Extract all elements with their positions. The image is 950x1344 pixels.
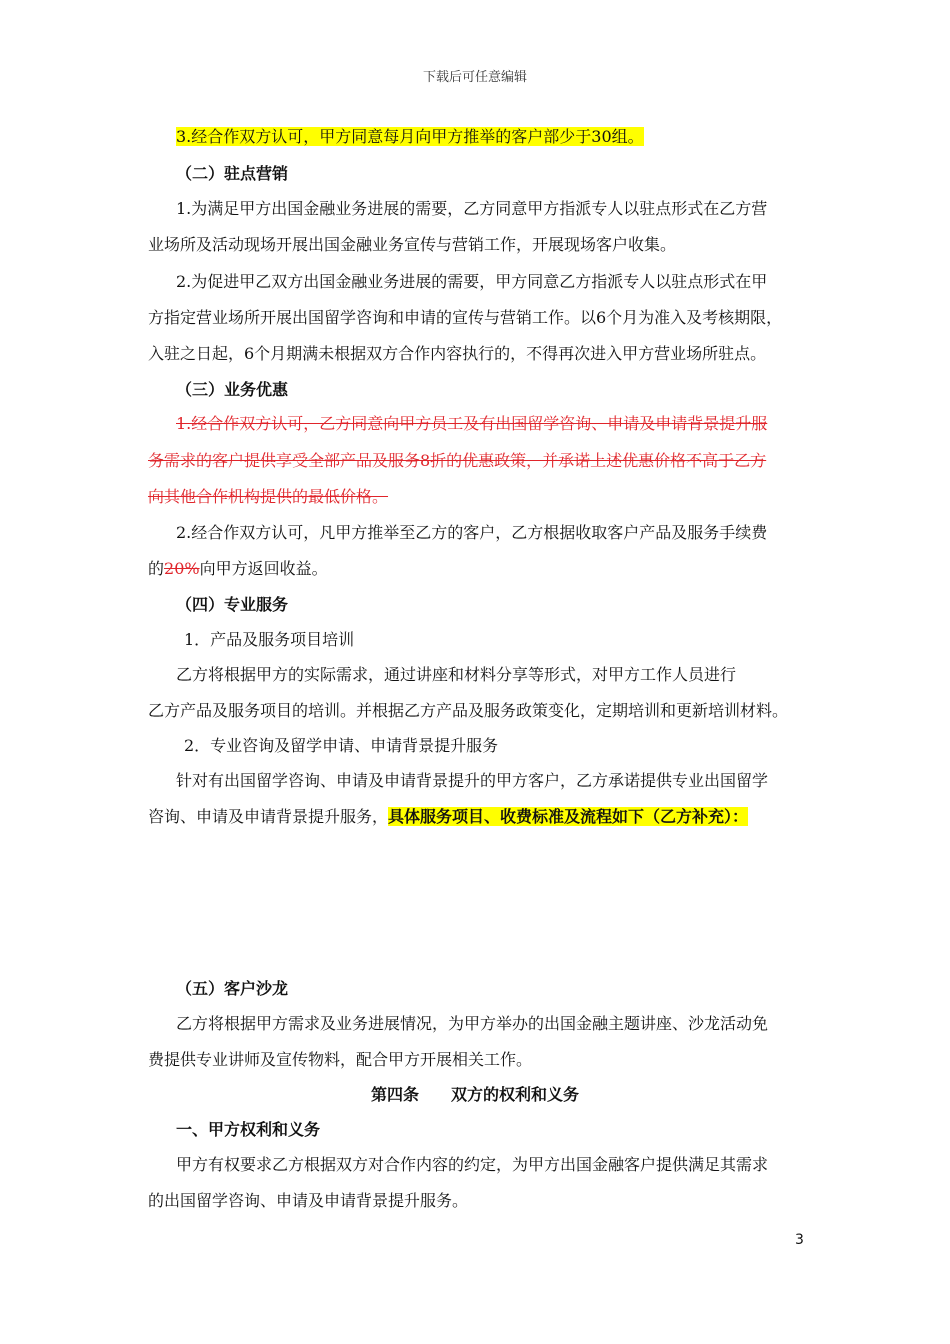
text-span: 的 — [148, 559, 165, 578]
article-title: 第四条 双方的权利和义务 — [370, 1085, 579, 1104]
paragraph-line — [148, 557, 328, 581]
deleted-percentage: 20% — [164, 559, 200, 578]
paragraph-line: 乙方将根据甲方需求及业务进展情况，为甲方举办的出国金融主题讲座、沙龙活动免 — [176, 1014, 769, 1033]
paragraph-line: 乙方将根据甲方的实际需求，通过讲座和材料分享等形式，对甲方工作人员进行 — [176, 665, 737, 684]
paragraph-line: 乙方产品及服务项目的培训。并根据乙方产品及服务政策变化，定期培训和更新培训材料。 — [148, 701, 789, 720]
paragraph-line: 方指定营业场所开展出国留学咨询和申请的宣传与营销工作。以6个月为准入及考核期限， — [148, 308, 783, 327]
paragraph-line: 入驻之日起，6个月期满未根据双方合作内容执行的，不得再次进入甲方营业场所驻点。 — [148, 344, 767, 363]
paragraph-line — [176, 125, 644, 149]
section-heading: （二）驻点营销 — [176, 164, 289, 183]
deleted-text-line: 务需求的客户提供享受全部产品及服务8折的优惠政策，并承诺上述优惠价格不高于乙方 — [148, 451, 767, 470]
text-span: 咨询、申请及申请背景提升服务， — [148, 807, 389, 826]
subsection-title: 1．产品及服务项目培训 — [184, 630, 355, 649]
text-span: 向甲方返回收益。 — [199, 559, 328, 578]
paragraph-line — [148, 805, 748, 829]
paragraph-line: 费提供专业讲师及宣传物料，配合甲方开展相关工作。 — [148, 1050, 533, 1069]
paragraph-line: 业场所及活动现场开展出国金融业务宣传与营销工作，开展现场客户收集。 — [148, 235, 677, 254]
page-number: 3 — [795, 1232, 804, 1248]
paragraph-line: 甲方有权要求乙方根据双方对合作内容的约定，为甲方出国金融客户提供满足其需求 — [176, 1155, 769, 1174]
subsection-title: 2．专业咨询及留学申请、申请背景提升服务 — [184, 736, 499, 755]
paragraph-line: 1.为满足甲方出国金融业务进展的需要，乙方同意甲方指派专人以驻点形式在乙方营 — [176, 199, 768, 218]
page-header: 下载后可任意编辑 — [422, 70, 527, 85]
deleted-text-line: 1.经合作双方认可，乙方同意向甲方员工及有出国留学咨询、申请及申请背景提升服 — [176, 414, 768, 433]
section-heading: （三）业务优惠 — [176, 380, 289, 399]
deleted-text-line: 向其他合作机构提供的最低价格。 — [148, 487, 389, 506]
paragraph-line: 针对有出国留学咨询、申请及申请背景提升的甲方客户，乙方承诺提供专业出国留学 — [176, 771, 769, 790]
highlighted-text: 3.经合作双方认可，甲方同意每月向甲方推举的客户部少于30组。 — [176, 127, 644, 146]
section-heading: （四）专业服务 — [176, 595, 289, 614]
paragraph-line: 2.为促进甲乙双方出国金融业务进展的需要，甲方同意乙方指派专人以驻点形式在甲 — [176, 272, 768, 291]
highlighted-text: 具体服务项目、收费标准及流程如下（乙方补充）： — [388, 807, 749, 826]
section-heading: 一、甲方权利和义务 — [176, 1120, 321, 1139]
section-heading: （五）客户沙龙 — [176, 979, 289, 998]
paragraph-line: 2.经合作双方认可，凡甲方推举至乙方的客户，乙方根据收取客户产品及服务手续费 — [176, 523, 768, 542]
paragraph-line: 的出国留学咨询、申请及申请背景提升服务。 — [148, 1191, 469, 1210]
